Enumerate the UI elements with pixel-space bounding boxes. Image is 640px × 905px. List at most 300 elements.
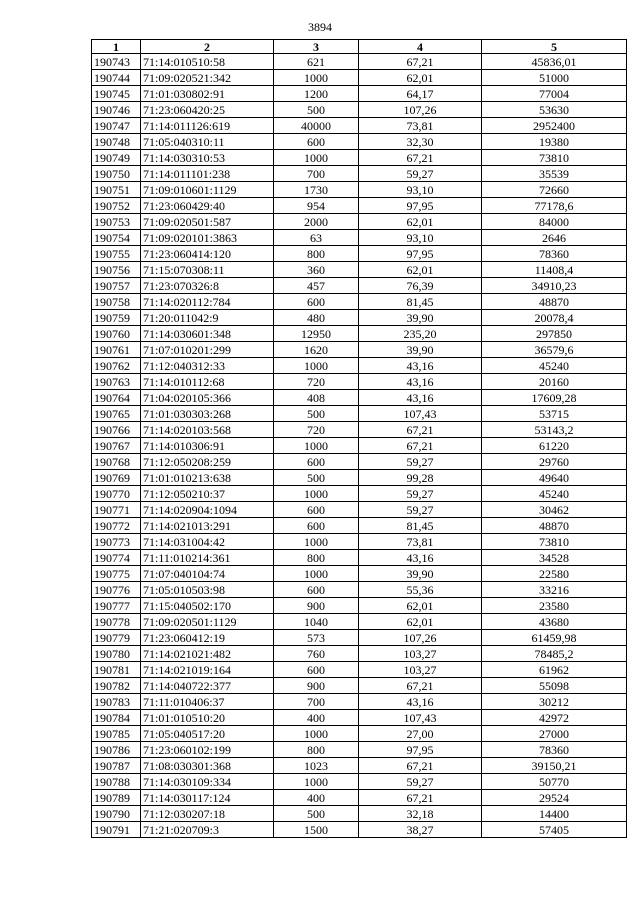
value-cell: 2646 [482,230,627,246]
area-cell: 500 [274,406,359,422]
table-row [92,662,627,678]
column-header-1: 1 [92,40,141,54]
table-row [92,774,627,790]
rate-cell: 59,27 [359,502,482,518]
rate-cell: 103,27 [359,646,482,662]
table-row [92,598,627,614]
value-cell: 77178,6 [482,198,627,214]
table-row [92,486,627,502]
table-row [92,502,627,518]
area-cell: 600 [274,134,359,150]
area-cell: 720 [274,422,359,438]
value-cell: 39150,21 [482,758,627,774]
row-id-cell: 190768 [92,454,141,470]
area-cell: 400 [274,790,359,806]
row-id-cell: 190772 [92,518,141,534]
cadastral-number-cell: 71:15:040502:170 [141,598,274,614]
table-row [92,726,627,742]
value-cell: 33216 [482,582,627,598]
row-id-cell: 190753 [92,214,141,230]
row-id-cell: 190778 [92,614,141,630]
value-cell: 53715 [482,406,627,422]
area-cell: 1000 [274,726,359,742]
row-id-cell: 190749 [92,150,141,166]
value-cell: 72660 [482,182,627,198]
area-cell: 700 [274,694,359,710]
cadastral-number-cell: 71:23:060429:40 [141,198,274,214]
row-id-cell: 190771 [92,502,141,518]
cadastral-number-cell: 71:23:070326:8 [141,278,274,294]
value-cell: 55098 [482,678,627,694]
rate-cell: 76,39 [359,278,482,294]
table-row [92,710,627,726]
area-cell: 480 [274,310,359,326]
value-cell: 27000 [482,726,627,742]
area-cell: 1500 [274,822,359,838]
value-cell: 17609,28 [482,390,627,406]
cadastral-number-cell: 71:14:011101:238 [141,166,274,182]
cadastral-number-cell: 71:12:040312:33 [141,358,274,374]
cadastral-number-cell: 71:05:040517:20 [141,726,274,742]
cadastral-number-cell: 71:12:050208:259 [141,454,274,470]
table-row [92,326,627,342]
rate-cell: 62,01 [359,614,482,630]
table-row [92,70,627,86]
table-row [92,694,627,710]
table-row [92,470,627,486]
cadastral-number-cell: 71:11:010214:361 [141,550,274,566]
value-cell: 11408,4 [482,262,627,278]
rate-cell: 32,18 [359,806,482,822]
cadastral-number-cell: 71:05:040310:11 [141,134,274,150]
value-cell: 36579,6 [482,342,627,358]
area-cell: 40000 [274,118,359,134]
value-cell: 43680 [482,614,627,630]
area-cell: 1000 [274,486,359,502]
area-cell: 700 [274,166,359,182]
area-cell: 1730 [274,182,359,198]
row-id-cell: 190789 [92,790,141,806]
row-id-cell: 190760 [92,326,141,342]
rate-cell: 73,81 [359,118,482,134]
rate-cell: 62,01 [359,70,482,86]
row-id-cell: 190779 [92,630,141,646]
table-row [92,374,627,390]
area-cell: 1000 [274,534,359,550]
rate-cell: 97,95 [359,742,482,758]
value-cell: 48870 [482,518,627,534]
cadastral-number-cell: 71:23:060420:25 [141,102,274,118]
value-cell: 29524 [482,790,627,806]
value-cell: 20160 [482,374,627,390]
row-id-cell: 190784 [92,710,141,726]
cadastral-number-cell: 71:14:021013:291 [141,518,274,534]
table-row [92,214,627,230]
rate-cell: 81,45 [359,294,482,310]
row-id-cell: 190748 [92,134,141,150]
rate-cell: 93,10 [359,182,482,198]
rate-cell: 97,95 [359,246,482,262]
table-row [92,294,627,310]
area-cell: 12950 [274,326,359,342]
table-row [92,454,627,470]
cadastral-number-cell: 71:23:060412:19 [141,630,274,646]
rate-cell: 103,27 [359,662,482,678]
cadastral-number-cell: 71:07:040104:74 [141,566,274,582]
value-cell: 42972 [482,710,627,726]
value-cell: 23580 [482,598,627,614]
value-cell: 22580 [482,566,627,582]
row-id-cell: 190759 [92,310,141,326]
cadastral-number-cell: 71:04:020105:366 [141,390,274,406]
area-cell: 63 [274,230,359,246]
cadastral-number-cell: 71:14:010112:68 [141,374,274,390]
cadastral-number-cell: 71:01:010213:638 [141,470,274,486]
area-cell: 1620 [274,342,359,358]
area-cell: 621 [274,54,359,70]
value-cell: 73810 [482,534,627,550]
rate-cell: 27,00 [359,726,482,742]
row-id-cell: 190787 [92,758,141,774]
rate-cell: 59,27 [359,486,482,502]
value-cell: 19380 [482,134,627,150]
rate-cell: 107,26 [359,102,482,118]
table-row [92,742,627,758]
cadastral-number-cell: 71:14:010306:91 [141,438,274,454]
table-row [92,278,627,294]
rate-cell: 62,01 [359,214,482,230]
row-id-cell: 190752 [92,198,141,214]
row-id-cell: 190747 [92,118,141,134]
table-row [92,790,627,806]
table-row [92,566,627,582]
row-id-cell: 190773 [92,534,141,550]
table-row [92,518,627,534]
table-row [92,438,627,454]
row-id-cell: 190764 [92,390,141,406]
row-id-cell: 190781 [92,662,141,678]
row-id-cell: 190766 [92,422,141,438]
cadastral-number-cell: 71:12:050210:37 [141,486,274,502]
rate-cell: 93,10 [359,230,482,246]
row-id-cell: 190750 [92,166,141,182]
value-cell: 78485,2 [482,646,627,662]
table-row [92,118,627,134]
area-cell: 600 [274,582,359,598]
row-id-cell: 190774 [92,550,141,566]
table-row [92,358,627,374]
cadastral-number-cell: 71:01:010510:20 [141,710,274,726]
row-id-cell: 190782 [92,678,141,694]
header-row [92,40,627,54]
area-cell: 1000 [274,438,359,454]
table-row [92,262,627,278]
rate-cell: 67,21 [359,758,482,774]
value-cell: 84000 [482,214,627,230]
area-cell: 457 [274,278,359,294]
value-cell: 61459,98 [482,630,627,646]
area-cell: 1000 [274,70,359,86]
rate-cell: 62,01 [359,598,482,614]
row-id-cell: 190745 [92,86,141,102]
table-row [92,310,627,326]
row-id-cell: 190744 [92,70,141,86]
rate-cell: 55,36 [359,582,482,598]
value-cell: 45836,01 [482,54,627,70]
table-row [92,150,627,166]
cadastral-number-cell: 71:14:011126:619 [141,118,274,134]
area-cell: 500 [274,806,359,822]
rate-cell: 81,45 [359,518,482,534]
row-id-cell: 190757 [92,278,141,294]
table-row [92,54,627,70]
area-cell: 400 [274,710,359,726]
table-row [92,822,627,838]
area-cell: 360 [274,262,359,278]
table-row [92,230,627,246]
table-row [92,806,627,822]
table-row [92,422,627,438]
cadastral-number-cell: 71:07:010201:299 [141,342,274,358]
area-cell: 408 [274,390,359,406]
rate-cell: 67,21 [359,678,482,694]
cadastral-number-cell: 71:01:030303:268 [141,406,274,422]
rate-cell: 59,27 [359,454,482,470]
row-id-cell: 190783 [92,694,141,710]
row-id-cell: 190751 [92,182,141,198]
rate-cell: 43,16 [359,374,482,390]
rate-cell: 39,90 [359,342,482,358]
value-cell: 45240 [482,486,627,502]
row-id-cell: 190775 [92,566,141,582]
cadastral-number-cell: 71:15:070308:11 [141,262,274,278]
cadastral-number-cell: 71:14:021021:482 [141,646,274,662]
table-row [92,390,627,406]
row-id-cell: 190756 [92,262,141,278]
area-cell: 760 [274,646,359,662]
value-cell: 297850 [482,326,627,342]
cadastral-number-cell: 71:23:060102:199 [141,742,274,758]
cadastral-number-cell: 71:01:030802:91 [141,86,274,102]
rate-cell: 62,01 [359,262,482,278]
table-row [92,582,627,598]
area-cell: 1000 [274,358,359,374]
rate-cell: 73,81 [359,534,482,550]
row-id-cell: 190785 [92,726,141,742]
rate-cell: 43,16 [359,694,482,710]
value-cell: 50770 [482,774,627,790]
value-cell: 73810 [482,150,627,166]
cadastral-number-cell: 71:14:020112:784 [141,294,274,310]
rate-cell: 107,43 [359,710,482,726]
area-cell: 800 [274,742,359,758]
value-cell: 48870 [482,294,627,310]
value-cell: 35539 [482,166,627,182]
rate-cell: 67,21 [359,422,482,438]
row-id-cell: 190755 [92,246,141,262]
table-row [92,102,627,118]
area-cell: 900 [274,678,359,694]
row-id-cell: 190780 [92,646,141,662]
column-header-5: 5 [482,40,627,54]
table-row [92,534,627,550]
area-cell: 720 [274,374,359,390]
area-cell: 500 [274,102,359,118]
cadastral-number-cell: 71:09:020501:1129 [141,614,274,630]
row-id-cell: 190776 [92,582,141,598]
value-cell: 61962 [482,662,627,678]
cadastral-number-cell: 71:14:010510:58 [141,54,274,70]
cadastral-number-cell: 71:12:030207:18 [141,806,274,822]
cadastral-number-cell: 71:08:030301:368 [141,758,274,774]
cadastral-number-cell: 71:20:011042:9 [141,310,274,326]
cadastral-number-cell: 71:14:030109:334 [141,774,274,790]
table-row [92,166,627,182]
table-row [92,134,627,150]
area-cell: 600 [274,662,359,678]
row-id-cell: 190790 [92,806,141,822]
area-cell: 600 [274,294,359,310]
cadastral-number-cell: 71:14:020904:1094 [141,502,274,518]
area-cell: 1040 [274,614,359,630]
table-body [92,54,627,838]
table-header [92,40,627,54]
cadastral-number-cell: 71:14:031004:42 [141,534,274,550]
cadastral-number-cell: 71:11:010406:37 [141,694,274,710]
row-id-cell: 190754 [92,230,141,246]
page-number: 3894 [308,20,332,34]
cadastral-number-cell: 71:05:010503:98 [141,582,274,598]
rate-cell: 67,21 [359,54,482,70]
column-header-4: 4 [359,40,482,54]
table-row [92,758,627,774]
value-cell: 77004 [482,86,627,102]
area-cell: 1000 [274,774,359,790]
table-row [92,198,627,214]
cadastral-number-cell: 71:09:020521:342 [141,70,274,86]
rate-cell: 43,16 [359,390,482,406]
area-cell: 1000 [274,566,359,582]
area-cell: 800 [274,246,359,262]
value-cell: 34910,23 [482,278,627,294]
rate-cell: 235,20 [359,326,482,342]
rate-cell: 39,90 [359,310,482,326]
table-row [92,246,627,262]
table-row [92,678,627,694]
rate-cell: 59,27 [359,774,482,790]
area-cell: 1000 [274,150,359,166]
rate-cell: 39,90 [359,566,482,582]
value-cell: 30212 [482,694,627,710]
value-cell: 78360 [482,742,627,758]
rate-cell: 107,26 [359,630,482,646]
rate-cell: 107,43 [359,406,482,422]
row-id-cell: 190770 [92,486,141,502]
rate-cell: 67,21 [359,150,482,166]
rate-cell: 59,27 [359,166,482,182]
cadastral-number-cell: 71:14:030310:53 [141,150,274,166]
rate-cell: 43,16 [359,550,482,566]
table-row [92,342,627,358]
row-id-cell: 190743 [92,54,141,70]
value-cell: 49640 [482,470,627,486]
table-row [92,182,627,198]
rate-cell: 32,30 [359,134,482,150]
value-cell: 14400 [482,806,627,822]
value-cell: 34528 [482,550,627,566]
area-cell: 2000 [274,214,359,230]
cadastral-number-cell: 71:14:030117:124 [141,790,274,806]
rate-cell: 99,28 [359,470,482,486]
table-row [92,86,627,102]
value-cell: 78360 [482,246,627,262]
table-row [92,614,627,630]
area-cell: 600 [274,502,359,518]
value-cell: 30462 [482,502,627,518]
area-cell: 600 [274,518,359,534]
cadastral-number-cell: 71:21:020709:3 [141,822,274,838]
value-cell: 51000 [482,70,627,86]
row-id-cell: 190788 [92,774,141,790]
table-row [92,406,627,422]
cadastral-number-cell: 71:14:040722:377 [141,678,274,694]
cadastral-number-cell: 71:09:020101:3863 [141,230,274,246]
rate-cell: 67,21 [359,790,482,806]
rate-cell: 38,27 [359,822,482,838]
value-cell: 57405 [482,822,627,838]
area-cell: 500 [274,470,359,486]
cadastral-number-cell: 71:14:030601:348 [141,326,274,342]
row-id-cell: 190765 [92,406,141,422]
rate-cell: 64,17 [359,86,482,102]
column-header-3: 3 [274,40,359,54]
column-header-2: 2 [141,40,274,54]
area-cell: 900 [274,598,359,614]
table-row [92,550,627,566]
row-id-cell: 190761 [92,342,141,358]
rate-cell: 67,21 [359,438,482,454]
value-cell: 2952400 [482,118,627,134]
value-cell: 29760 [482,454,627,470]
rate-cell: 43,16 [359,358,482,374]
rate-cell: 97,95 [359,198,482,214]
value-cell: 53143,2 [482,422,627,438]
value-cell: 61220 [482,438,627,454]
value-cell: 45240 [482,358,627,374]
row-id-cell: 190786 [92,742,141,758]
area-cell: 600 [274,454,359,470]
area-cell: 954 [274,198,359,214]
area-cell: 573 [274,630,359,646]
cadastral-number-cell: 71:09:010601:1129 [141,182,274,198]
row-id-cell: 190767 [92,438,141,454]
cadastral-number-cell: 71:14:020103:568 [141,422,274,438]
table-row [92,630,627,646]
table-row [92,646,627,662]
cadastral-number-cell: 71:23:060414:120 [141,246,274,262]
value-cell: 53630 [482,102,627,118]
row-id-cell: 190791 [92,822,141,838]
cadastral-number-cell: 71:14:021019:164 [141,662,274,678]
row-id-cell: 190769 [92,470,141,486]
area-cell: 1200 [274,86,359,102]
area-cell: 800 [274,550,359,566]
data-table [91,39,627,838]
row-id-cell: 190762 [92,358,141,374]
row-id-cell: 190777 [92,598,141,614]
cadastral-number-cell: 71:09:020501:587 [141,214,274,230]
row-id-cell: 190763 [92,374,141,390]
